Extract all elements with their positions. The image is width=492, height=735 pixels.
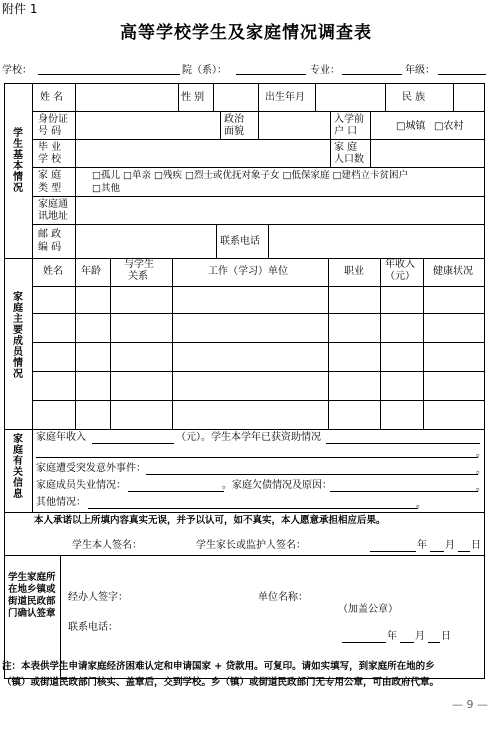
other-field[interactable] bbox=[88, 508, 418, 509]
income-label: 家庭年收入 bbox=[36, 432, 86, 443]
period-mark: 。 bbox=[476, 465, 486, 476]
period-mark: 。 bbox=[416, 499, 426, 510]
unit-name-label: 单位名称： bbox=[258, 592, 308, 603]
sign-day: 日 bbox=[471, 540, 481, 551]
political-label-1: 政治 bbox=[224, 114, 244, 125]
phone-label: 联系电话 bbox=[220, 236, 260, 247]
school-field[interactable] bbox=[38, 74, 180, 75]
promise-statement: 本人承诺以上所填内容真实无误，并予以认可，如不真实，本人愿意承担相应后果。 bbox=[34, 515, 386, 526]
verify-month-field[interactable] bbox=[400, 642, 414, 643]
col-line bbox=[370, 111, 371, 167]
sign-month: 月 bbox=[445, 540, 455, 551]
family-type-label-2: 类 型 bbox=[38, 183, 62, 194]
col-line bbox=[178, 83, 179, 111]
row-line bbox=[32, 313, 485, 314]
col-line bbox=[220, 111, 221, 139]
col-header-health: 健康状况 bbox=[433, 266, 473, 277]
footnote-line-1: 注：本表供学生申请家庭经济困难认定和申请国家 + 贷款用。可复印。请如实填写，到家庭所在地的乡 bbox=[2, 661, 435, 672]
income-field[interactable] bbox=[92, 443, 174, 444]
postcode-label-2: 编 码 bbox=[38, 242, 62, 253]
aid-field[interactable] bbox=[326, 443, 480, 444]
grade-label: 年级： bbox=[405, 65, 435, 76]
sign-day-field[interactable] bbox=[458, 551, 470, 552]
postcode-label-1: 邮 政 bbox=[38, 229, 62, 240]
col-header-income-1: 年收入 bbox=[385, 259, 415, 270]
address-label-2: 讯地址 bbox=[38, 211, 68, 222]
col-line bbox=[315, 83, 316, 111]
family-type-options[interactable]: □孤儿 □单亲 □残疾 □烈士或优抚对象子女 □低保家庭 □建档立卡贫困户 bbox=[92, 170, 408, 181]
gender-label: 性 别 bbox=[181, 92, 205, 103]
attachment-label: 附件 1 bbox=[2, 2, 38, 16]
row-line bbox=[32, 139, 485, 140]
verify-month: 月 bbox=[415, 631, 425, 642]
sign-month-field[interactable] bbox=[430, 551, 444, 552]
handler-signature-label: 经办人签字： bbox=[68, 592, 128, 603]
col-line bbox=[385, 83, 386, 111]
debt-label: 。家庭欠债情况及原因： bbox=[222, 480, 332, 491]
col-line bbox=[258, 111, 259, 139]
section-title-verify: 学生家庭所在地乡镇或街道民政部门确认签章 bbox=[8, 572, 56, 619]
section-divider bbox=[32, 429, 33, 512]
period-mark: 。 bbox=[476, 482, 486, 493]
major-label: 专业： bbox=[310, 65, 340, 76]
aid-field-line2[interactable] bbox=[36, 457, 478, 458]
table-border-right bbox=[484, 83, 485, 679]
col-line bbox=[75, 83, 76, 258]
col-line bbox=[423, 258, 424, 429]
col-header-relation-2: 关系 bbox=[128, 271, 148, 282]
col-header-work: 工作（学习）单位 bbox=[208, 266, 288, 277]
period-mark: 。 bbox=[476, 448, 486, 459]
verify-day-field[interactable] bbox=[428, 642, 440, 643]
col-line bbox=[380, 258, 381, 429]
student-signature-label: 学生本人签名： bbox=[72, 540, 142, 551]
sign-year-field[interactable] bbox=[370, 551, 416, 552]
col-line bbox=[258, 83, 259, 111]
verify-year: 年 bbox=[387, 631, 397, 642]
seal-label: （加盖公章） bbox=[338, 604, 398, 615]
col-header-income-2: （元） bbox=[385, 271, 415, 282]
col-line bbox=[75, 258, 76, 429]
debt-field[interactable] bbox=[330, 491, 478, 492]
section-line bbox=[4, 429, 485, 430]
row-line bbox=[32, 342, 485, 343]
family-pop-label-2: 人口数 bbox=[334, 154, 364, 165]
address-label-1: 家庭通 bbox=[38, 199, 68, 210]
college-label: 院（系）： bbox=[182, 65, 227, 76]
verify-year-field[interactable] bbox=[342, 642, 386, 643]
footnote-line-2: （镇）或街道民政部门核实、盖章后，交到学校。乡（镇）或街道民政部门无专用公章，可由政府代章。 bbox=[2, 677, 440, 688]
sign-year: 年 bbox=[417, 540, 427, 551]
col-header-relation-1: 与学生 bbox=[124, 259, 154, 270]
section-title-student: 学生基本情况 bbox=[13, 128, 23, 194]
political-label-2: 面貌 bbox=[224, 126, 244, 137]
aid-label: （元）。学生本学年已获资助情况 bbox=[176, 432, 321, 443]
col-line bbox=[172, 258, 173, 429]
school-label-1: 毕 业 bbox=[38, 142, 62, 153]
col-line bbox=[328, 258, 329, 429]
name-label: 姓 名 bbox=[40, 92, 64, 103]
emergency-label: 家庭遭受突发意外事件： bbox=[36, 463, 146, 474]
ethnicity-label: 民 族 bbox=[402, 92, 426, 103]
page-title: 高等学校学生及家庭情况调查表 bbox=[120, 23, 372, 43]
verify-day: 日 bbox=[441, 631, 451, 642]
school-label: 学校： bbox=[2, 65, 32, 76]
verify-phone-label: 联系电话： bbox=[68, 622, 118, 633]
table-border-top bbox=[4, 83, 485, 84]
college-field[interactable] bbox=[236, 74, 306, 75]
row-line bbox=[32, 196, 485, 197]
col-line bbox=[110, 258, 111, 429]
major-field[interactable] bbox=[342, 74, 402, 75]
col-line bbox=[330, 111, 331, 167]
unemployment-label: 家庭成员失业情况： bbox=[36, 480, 126, 491]
col-line bbox=[453, 83, 454, 111]
col-header-job: 职业 bbox=[344, 266, 364, 277]
birth-label: 出生年月 bbox=[265, 92, 305, 103]
section-title-members: 家庭主要成员情况 bbox=[13, 292, 23, 380]
parent-signature-label: 学生家长或监护人签名： bbox=[196, 540, 306, 551]
col-line bbox=[216, 224, 217, 258]
row-line bbox=[32, 371, 485, 372]
family-type-label-1: 家 庭 bbox=[38, 170, 62, 181]
section-title-info: 家庭有关信息 bbox=[13, 434, 23, 500]
hukou-urban-checkbox[interactable]: □城镇 bbox=[396, 121, 426, 132]
row-line bbox=[32, 286, 485, 287]
col-line bbox=[268, 224, 269, 258]
col-line bbox=[213, 83, 214, 111]
family-type-other[interactable]: □其他 bbox=[92, 183, 120, 194]
school-label-2: 学 校 bbox=[38, 154, 62, 165]
table-border-left bbox=[4, 83, 5, 679]
hukou-label-1: 入学前 bbox=[334, 114, 364, 125]
hukou-rural-checkbox[interactable]: □农村 bbox=[434, 121, 464, 132]
emergency-field[interactable] bbox=[146, 474, 478, 475]
family-pop-label-1: 家 庭 bbox=[334, 142, 358, 153]
other-label: 其他情况： bbox=[36, 497, 86, 508]
col-header-name: 姓名 bbox=[43, 266, 63, 277]
page-number: — 9 — bbox=[452, 698, 488, 711]
section-divider bbox=[32, 83, 33, 429]
row-line bbox=[32, 224, 485, 225]
id-label-2: 号 码 bbox=[38, 126, 62, 137]
hukou-label-2: 户 口 bbox=[334, 126, 358, 137]
section-line bbox=[4, 555, 485, 556]
row-line bbox=[32, 167, 485, 168]
col-header-age: 年龄 bbox=[81, 266, 101, 277]
unemployment-field[interactable] bbox=[128, 491, 224, 492]
row-line bbox=[32, 400, 485, 401]
grade-field[interactable] bbox=[438, 74, 486, 75]
id-label-1: 身份证 bbox=[38, 114, 68, 125]
section-line bbox=[4, 512, 485, 513]
